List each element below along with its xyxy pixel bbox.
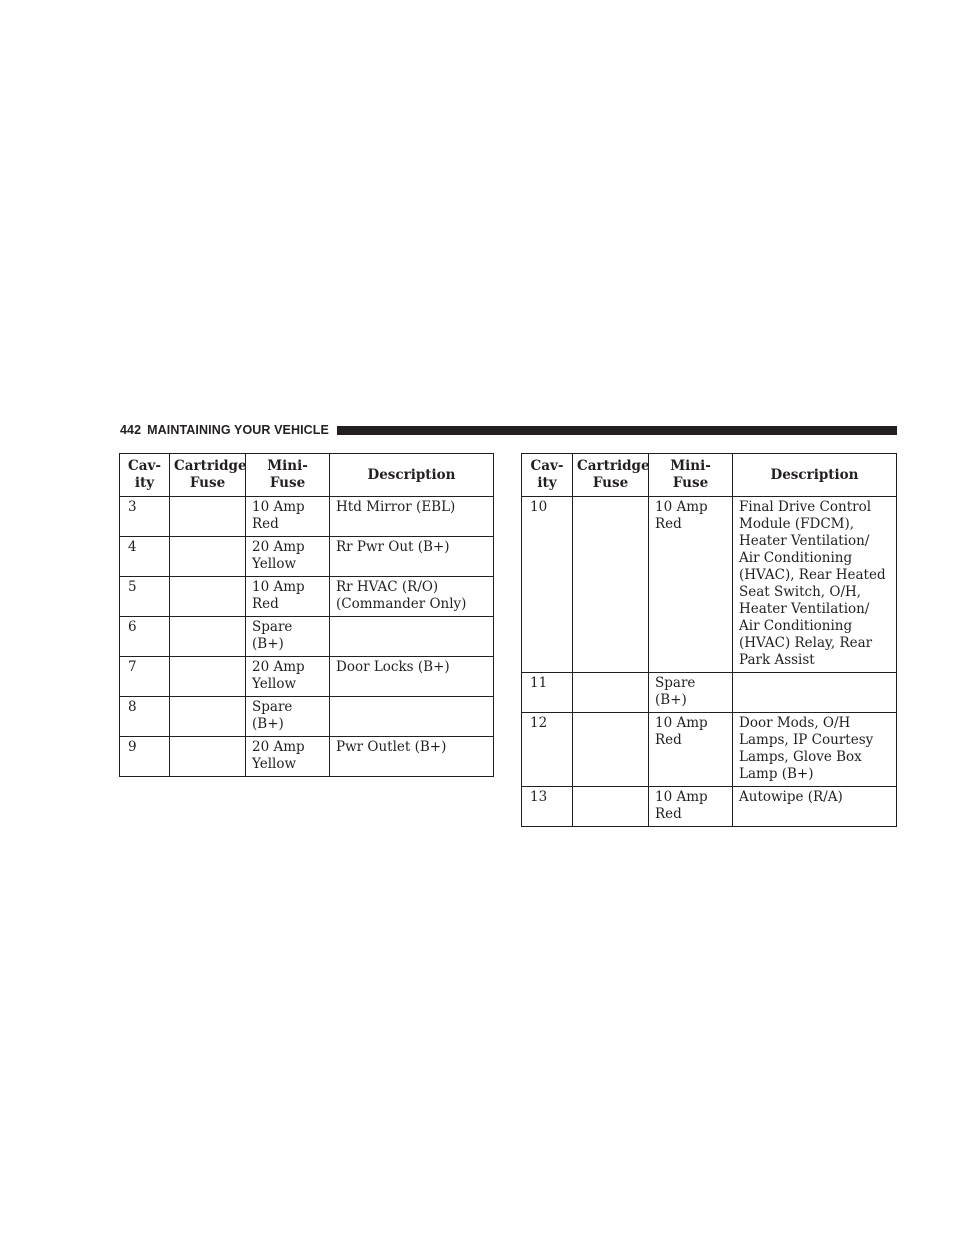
description-line: (HVAC), Rear Heated xyxy=(739,567,886,583)
table-row xyxy=(120,657,494,697)
cartridge-cell xyxy=(573,713,649,787)
description-line: Park Assist xyxy=(739,652,815,668)
cavity-cell: 4 xyxy=(120,537,170,577)
mini-fuse-line: 20 Amp xyxy=(252,659,305,675)
description-cell xyxy=(330,497,494,537)
mini-fuse-cell xyxy=(246,617,330,657)
mini-fuse-line: 10 Amp xyxy=(252,579,305,595)
mini-fuse-line: 10 Amp xyxy=(252,499,305,515)
mini-fuse-line: Spare (B+) xyxy=(252,619,293,652)
cartridge-cell xyxy=(170,537,246,577)
header-rule xyxy=(337,426,897,435)
mini-fuse-line: Red xyxy=(655,516,682,532)
cavity-cell: 13 xyxy=(522,787,573,827)
description-line: Heater Ventilation/ xyxy=(739,533,870,549)
cavity-cell: 11 xyxy=(522,673,573,713)
cartridge-cell xyxy=(170,497,246,537)
col-header-mini-fuse: Mini-Fuse xyxy=(246,454,330,497)
table-row xyxy=(522,787,897,827)
cartridge-cell xyxy=(170,657,246,697)
description-line: Rr HVAC (R/O) xyxy=(336,579,439,595)
cartridge-cell xyxy=(170,737,246,777)
mini-fuse-cell xyxy=(246,577,330,617)
table-row xyxy=(120,737,494,777)
description-cell xyxy=(330,657,494,697)
mini-fuse-cell xyxy=(649,713,733,787)
mini-fuse-cell xyxy=(649,497,733,673)
description-cell xyxy=(733,673,897,713)
mini-fuse-line: Yellow xyxy=(252,556,297,572)
description-line: Air Conditioning xyxy=(739,618,853,634)
table-row xyxy=(120,617,494,657)
mini-fuse-cell xyxy=(649,787,733,827)
description-line: Autowipe (R/A) xyxy=(739,789,843,805)
description-line: (HVAC) Relay, Rear xyxy=(739,635,873,651)
cavity-cell: 8 xyxy=(120,697,170,737)
col-header-cartridge: Cartridge Fuse xyxy=(573,454,649,497)
description-cell xyxy=(733,787,897,827)
cartridge-cell xyxy=(573,673,649,713)
section-title: MAINTAINING YOUR VEHICLE xyxy=(147,423,329,437)
description-line: Rr Pwr Out (B+) xyxy=(336,539,450,555)
mini-fuse-line: 10 Amp xyxy=(655,715,708,731)
table-row xyxy=(522,713,897,787)
table-row xyxy=(120,537,494,577)
description-line: Pwr Outlet (B+) xyxy=(336,739,447,755)
mini-fuse-line: Yellow xyxy=(252,756,297,772)
description-line: Door Locks (B+) xyxy=(336,659,450,675)
page-number: 442 xyxy=(120,423,142,437)
cavity-cell: 10 xyxy=(522,497,573,673)
description-line: (Commander Only) xyxy=(336,596,467,612)
description-line: Lamps, IP Courtesy xyxy=(739,732,874,748)
col-header-description: Description xyxy=(733,454,897,497)
table-row xyxy=(522,673,897,713)
description-cell xyxy=(330,617,494,657)
description-cell xyxy=(330,577,494,617)
description-cell xyxy=(330,537,494,577)
cartridge-cell xyxy=(170,697,246,737)
mini-fuse-line: Red xyxy=(252,596,279,612)
mini-fuse-cell xyxy=(246,537,330,577)
mini-fuse-cell xyxy=(246,697,330,737)
description-line: Heater Ventilation/ xyxy=(739,601,870,617)
table-row xyxy=(522,497,897,673)
mini-fuse-line: Spare (B+) xyxy=(655,675,696,708)
description-line: Module (FDCM), xyxy=(739,516,855,532)
description-line: Htd Mirror (EBL) xyxy=(336,499,456,515)
cartridge-cell xyxy=(573,497,649,673)
page-header xyxy=(120,421,897,439)
description-line: Final Drive Control xyxy=(739,499,872,515)
description-line: Lamps, Glove Box xyxy=(739,749,862,765)
mini-fuse-line: Red xyxy=(655,732,682,748)
col-header-mini-fuse: Mini-Fuse xyxy=(649,454,733,497)
fuse-table-right xyxy=(521,453,897,827)
mini-fuse-line: Red xyxy=(252,516,279,532)
col-header-cavity: Cav- ity xyxy=(522,454,573,497)
mini-fuse-line: 10 Amp xyxy=(655,789,708,805)
mini-fuse-cell xyxy=(246,497,330,537)
description-cell xyxy=(330,697,494,737)
cartridge-cell xyxy=(170,577,246,617)
mini-fuse-cell xyxy=(649,673,733,713)
cartridge-cell xyxy=(573,787,649,827)
cavity-cell: 7 xyxy=(120,657,170,697)
description-cell xyxy=(733,713,897,787)
cavity-cell: 5 xyxy=(120,577,170,617)
cavity-cell: 12 xyxy=(522,713,573,787)
mini-fuse-cell xyxy=(246,737,330,777)
cavity-cell: 9 xyxy=(120,737,170,777)
description-cell xyxy=(733,497,897,673)
col-header-cavity: Cav- ity xyxy=(120,454,170,497)
cavity-cell: 3 xyxy=(120,497,170,537)
description-line: Door Mods, O/H xyxy=(739,715,851,731)
fuse-table-left xyxy=(119,453,494,777)
cartridge-cell xyxy=(170,617,246,657)
cavity-cell: 6 xyxy=(120,617,170,657)
mini-fuse-line: 20 Amp xyxy=(252,539,305,555)
mini-fuse-line: Yellow xyxy=(252,676,297,692)
description-cell xyxy=(330,737,494,777)
mini-fuse-line: 20 Amp xyxy=(252,739,305,755)
description-line: Seat Switch, O/H, xyxy=(739,584,862,600)
table-header-row xyxy=(522,454,897,497)
table-row xyxy=(120,577,494,617)
col-header-cartridge: Cartridge Fuse xyxy=(170,454,246,497)
mini-fuse-cell xyxy=(246,657,330,697)
mini-fuse-line: Red xyxy=(655,806,682,822)
description-line: Lamp (B+) xyxy=(739,766,814,782)
mini-fuse-line: Spare (B+) xyxy=(252,699,293,732)
table-row xyxy=(120,697,494,737)
table-row xyxy=(120,497,494,537)
col-header-description: Description xyxy=(330,454,494,497)
description-line: Air Conditioning xyxy=(739,550,853,566)
table-header-row xyxy=(120,454,494,497)
mini-fuse-line: 10 Amp xyxy=(655,499,708,515)
